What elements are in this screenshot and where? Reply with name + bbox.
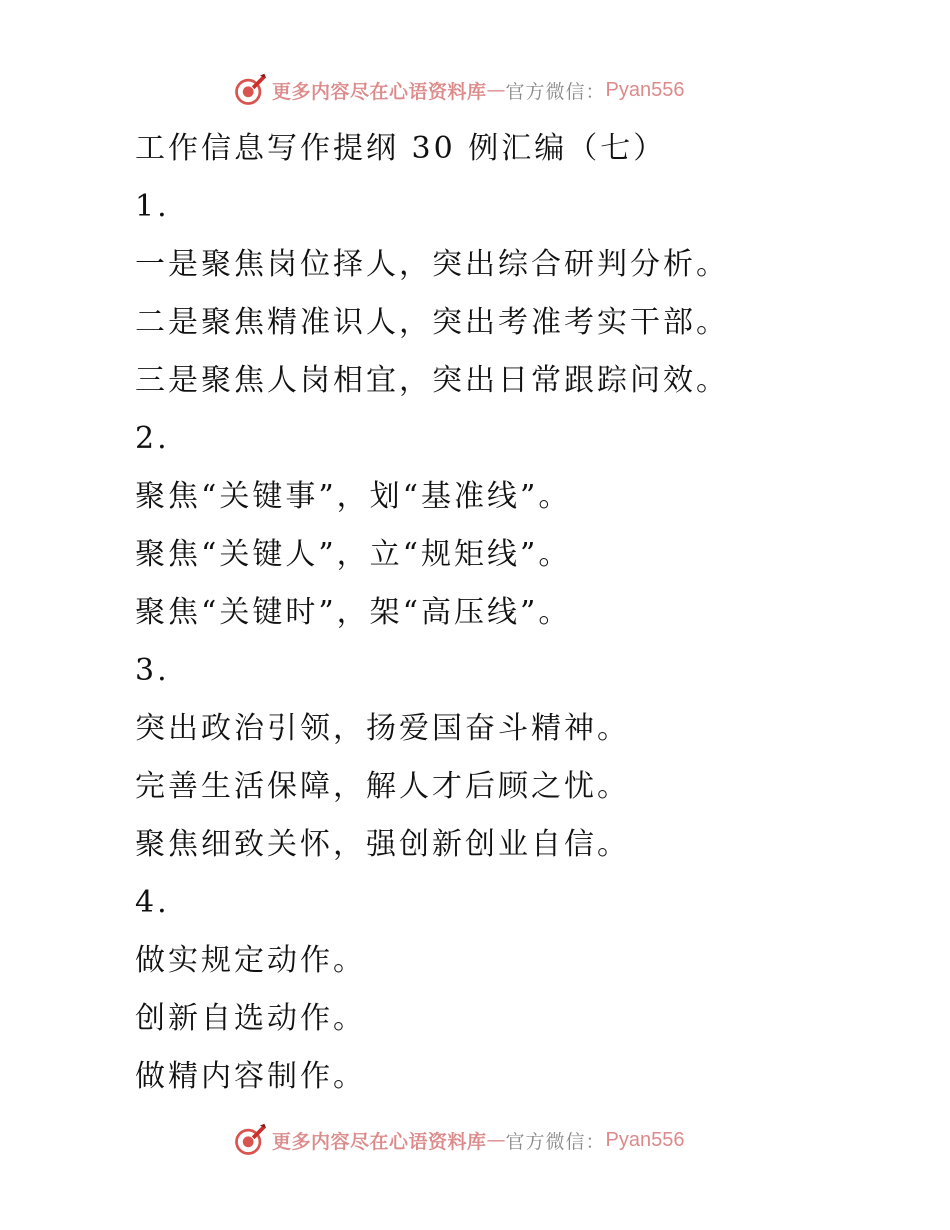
section-line: 三是聚焦人岗相宜，突出日常跟踪问效。 <box>135 363 729 398</box>
header-watermark <box>232 70 685 110</box>
watermark-official-label: 官方微信： <box>505 80 606 103</box>
footer-watermark <box>232 1120 685 1160</box>
watermark-site-text: 更多内容尽在心语资料库 <box>272 1130 487 1153</box>
section-line: 聚焦细致关怀，强创新创业自信。 <box>135 827 630 862</box>
watermark-site-text: 更多内容尽在心语资料库 <box>272 80 487 103</box>
section-line: 创新自选动作。 <box>135 1001 366 1036</box>
watermark-wechat-id: Pyan556 <box>605 1128 685 1151</box>
section-line: 聚焦“关键时”，架“高压线”。 <box>135 595 572 630</box>
section-line: 二是聚焦精准识人，突出考准考实干部。 <box>135 305 729 340</box>
section-line: 突出政治引领，扬爱国奋斗精神。 <box>135 711 630 746</box>
watermark-separator: — <box>486 79 506 101</box>
section-line: 聚焦“关键事”，划“基准线”。 <box>135 479 572 514</box>
watermark-official-label: 官方微信： <box>505 1130 606 1153</box>
watermark-wechat-id: Pyan556 <box>605 78 685 101</box>
watermark-separator: — <box>486 1129 506 1151</box>
section-number: 1. <box>135 189 170 224</box>
section-line: 做实规定动作。 <box>135 943 366 978</box>
section-line: 完善生活保障，解人才后顾之忧。 <box>135 769 630 804</box>
seal-logo-icon <box>232 72 268 108</box>
section-number: 4. <box>135 885 170 920</box>
document-body <box>135 120 915 1106</box>
section-line: 聚焦“关键人”，立“规矩线”。 <box>135 537 572 572</box>
section-number: 3. <box>135 653 170 688</box>
section-line: 做精内容制作。 <box>135 1059 366 1094</box>
section-line: 一是聚焦岗位择人，突出综合研判分析。 <box>135 247 729 282</box>
seal-logo-icon <box>232 1122 268 1158</box>
document-title: 工作信息写作提纲 30 例汇编（七） <box>135 131 667 166</box>
section-number: 2. <box>135 421 170 456</box>
